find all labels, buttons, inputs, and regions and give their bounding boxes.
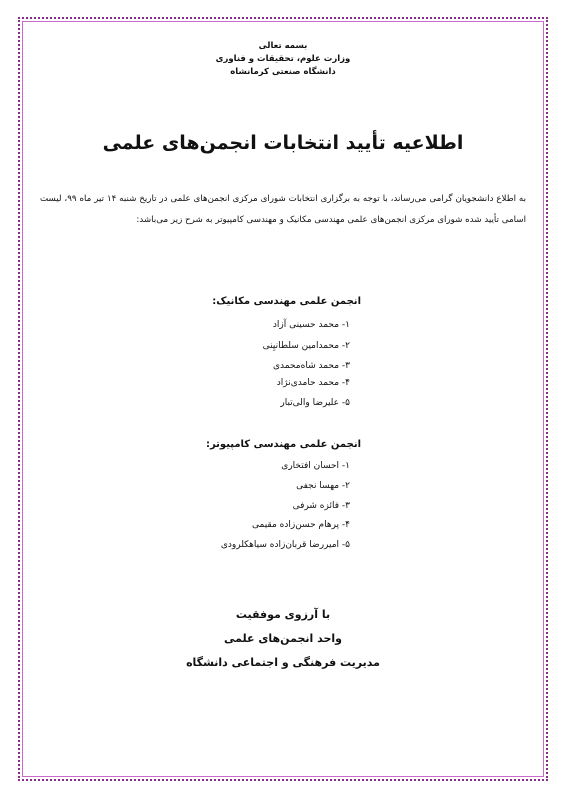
member-computer-2: ۲- مهسا نجفی <box>296 481 350 491</box>
closing-department: مدیریت فرهنگی و اجتماعی دانشگاه <box>186 656 380 669</box>
closing-wishes: با آرزوی موفقیت <box>235 608 331 621</box>
member-computer-1: ۱- احسان افتخاری <box>281 461 350 471</box>
closing-block <box>0 603 566 675</box>
member-mechanical-5: ۵- علیرضا والی‌تبار <box>280 398 350 408</box>
member-mechanical-1: ۱- محمد حسینی آزاد <box>272 320 350 330</box>
page-title: اطلاعیه تأیید انتخابات انجمن‌های علمی <box>102 132 464 154</box>
member-computer-4: ۴- پرهام حسن‌زاده مقیمی <box>251 520 350 530</box>
member-computer-3: ۳- فائزه شرفی <box>292 501 350 511</box>
letterhead <box>0 40 566 79</box>
member-mechanical-4: ۴- محمد حامدی‌نژاد <box>276 378 350 388</box>
intro-paragraph: به اطلاع دانشجویان گرامی می‌رساند، با توجه به برگزاری انتخابات شورای مرکزی انجمن‌های علمی در تاریخ شنبه ۱۴ تیر ماه ۹۹، لیست اسامی تأیید شده شورای مرکزی انجمن‌های علمی مهندسی مکانیک و مهندسی کامپیوتر به شرح زیر می‌باشد: <box>40 194 526 225</box>
section-heading-computer: انجمن علمی مهندسی کامپیوتر: <box>205 439 361 450</box>
closing-unit: واحد انجمن‌های علمی <box>224 632 342 645</box>
member-mechanical-3: ۳- محمد شاه‌محمدی <box>273 361 350 371</box>
letterhead-ministry: وزارت علوم، تحقیقات و فناوری <box>215 54 351 64</box>
letterhead-basmala: بسمه تعالی <box>258 41 308 51</box>
member-computer-5: ۵- امیررضا قربان‌زاده سیاهکلرودی <box>220 540 350 550</box>
member-mechanical-2: ۲- محمدامین سلطانیِنی <box>262 341 350 351</box>
letterhead-university: دانشگاه صنعتی کرمانشاه <box>230 67 336 77</box>
section-heading-mechanical: انجمن علمی مهندسی مکانیک: <box>212 296 361 307</box>
